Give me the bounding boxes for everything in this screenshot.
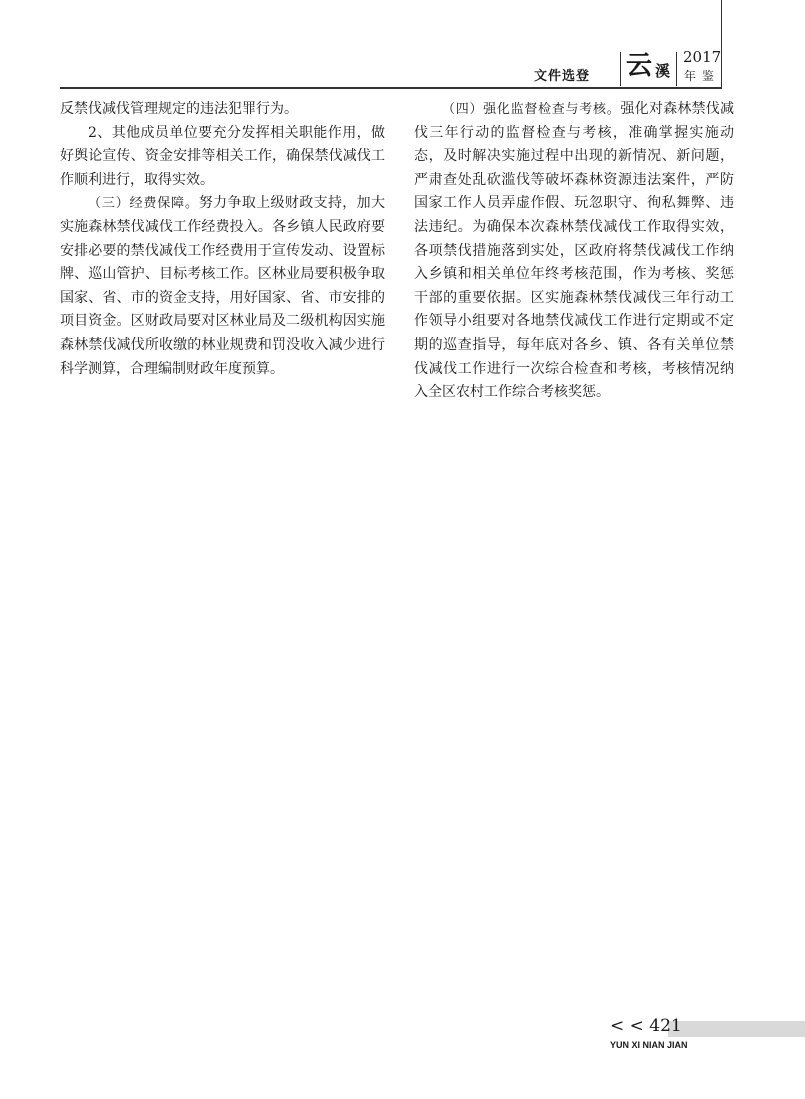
section-heading: （四）强化监督检查与考核。 — [442, 102, 621, 117]
footer-bar — [668, 1021, 805, 1037]
header-nianjian: 年鉴 — [684, 69, 721, 83]
paragraph-body: 努力争取上级财政支持，加大实施森林禁伐减伐工作经费投入。各乡镇人民政府要安排必要的禁伐减伐工作经费用于宣传发动、设置标牌、巡山管护、目标考核工作。区林业局要积极争取国家、省、市的资金支持，用好国家、省、市安排的项目资金。区财政局要对区林业局及二级机构因实施森林禁伐减伐所收缴的林业规费和罚没收入减少进行科学测算，合理编制财政年度预算。 — [60, 195, 385, 377]
section-label: 文件选登 — [534, 69, 591, 84]
header-year: 2017 — [683, 48, 722, 66]
footer-pinyin: YUN XI NIAN JIAN — [610, 1040, 688, 1050]
header-divider-left — [620, 52, 621, 86]
page-number: < < 421 — [610, 1016, 682, 1036]
paragraph: 反禁伐减伐管理规定的违法犯罪行为。 — [60, 101, 298, 117]
header-horizontal-rule — [60, 87, 722, 89]
header-divider-right — [676, 52, 677, 86]
paragraph — [60, 192, 385, 381]
right-column — [414, 98, 734, 405]
header-vertical-rule — [721, 0, 722, 88]
left-column — [60, 98, 385, 381]
paragraph — [414, 98, 734, 405]
paragraph: 2、其他成员单位要充分发挥相关职能作用，做好舆论宣传、资金安排等相关工作，确保禁伐减伐工作顺利进行，取得实效。 — [60, 124, 385, 188]
paragraph-body: 强化对森林禁伐减伐三年行动的监督检查与考核，准确掌握实施动态，及时解决实施过程中出现的新情况、新问题，严肃查处乱砍滥伐等破坏森林资源违法案件，严防国家工作人员弄虚作假、玩忽职守、徇私舞弊、违法违纪。为确保本次森林禁伐减伐工作取得实效，各项禁伐措施落到实处，区政府将禁伐减伐工作纳入乡镇和相关单位年终考核范围，作为考核、奖惩干部的重要依据。区实施森林禁伐减伐三年行动工作领导小组要对各地禁伐减伐工作进行定期或不定期的巡查指导，每年底对各乡、镇、各有关单位禁伐减伐工作进行一次综合检查和考核，考核情况纳入全区农村工作综合考核奖惩。 — [414, 101, 734, 401]
section-heading: （三）经费保障。 — [88, 196, 199, 212]
logo-char-yun: 云 — [626, 51, 653, 81]
logo-char-xi: 溪 — [655, 62, 671, 80]
